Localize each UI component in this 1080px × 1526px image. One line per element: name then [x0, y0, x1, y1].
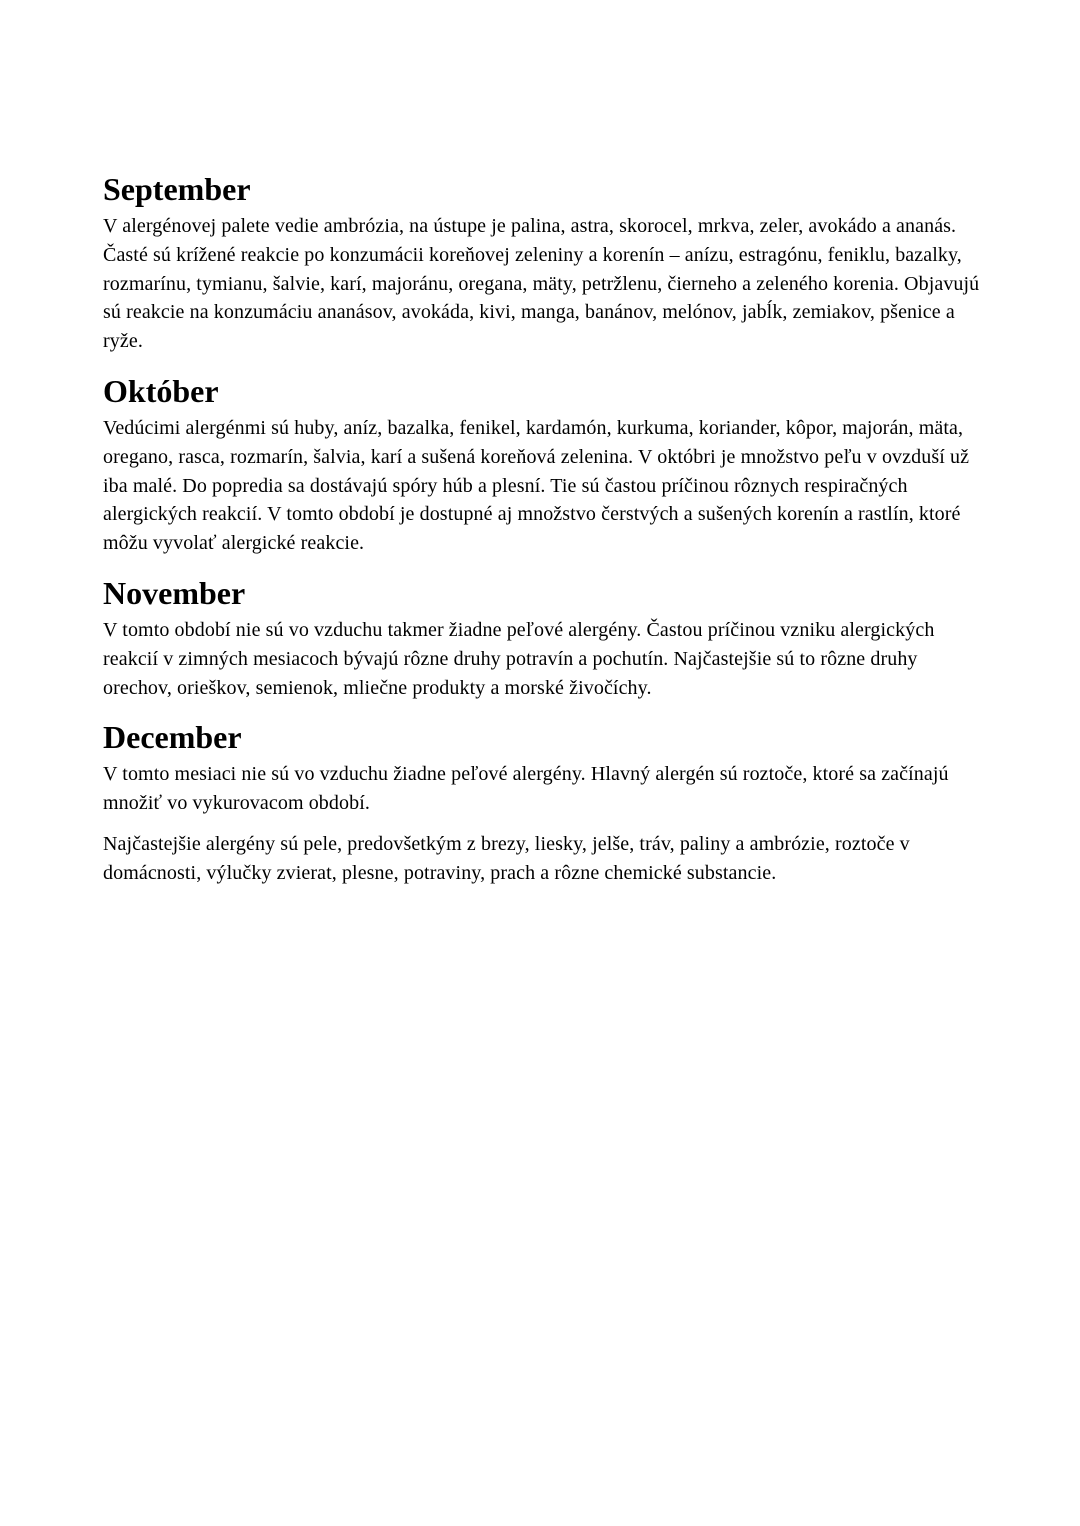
section-november — [103, 572, 983, 702]
section-paragraph: V tomto mesiaci nie sú vo vzduchu žiadne peľové alergény. Hlavný alergén sú roztoče, ktoré sa začínajú množiť vo vykurovacom období. — [103, 763, 949, 815]
section-september — [103, 168, 983, 356]
section-paragraph: Vedúcimi alergénmi sú huby, aníz, bazalka, fenikel, kardamón, kurkuma, koriander, kôpor, majorán, mäta, oregano, rasca, rozmarín, šalvia, karí a sušená koreňová zelenina. V októbri je množstvo peľu v ovzduší už iba malé. Do popredia sa dostávajú spóry húb a plesní. Tie sú častou príčinou rôznych respiračných alergických reakcií. V tomto období je dostupné aj množstvo čerstvých a sušených korenín a rastlín, ktoré môžu vyvolať alergické reakcie. — [103, 416, 970, 555]
section-paragraph: Najčastejšie alergény sú pele, predovšetkým z brezy, liesky, jelše, tráv, paliny a ambrózie, roztoče v domácnosti, výlučky zvierat, plesne, potraviny, prach a rôzne chemické substancie. — [103, 832, 910, 884]
section-december — [103, 716, 983, 887]
section-heading: November — [103, 574, 246, 611]
section-heading: Október — [103, 372, 219, 409]
section-heading: September — [103, 171, 251, 207]
section-paragraph: V tomto období nie sú vo vzduchu takmer žiadne peľové alergény. Častou príčinou vzniku alergických reakcií v zimných mesiacoch bývajú rôzne druhy potravín a pochutín. Najčastejšie sú to rôzne druhy orechov, orieškov, semienok, mliečne produkty a morské živočíchy. — [103, 618, 935, 699]
section-paragraph: V alergénovej palete vedie ambrózia, na ústupe je palina, astra, skorocel, mrkva, zeler, avokádo a ananás. Časté sú krížené reakcie po konzumácii koreňovej zeleniny a korenín – anízu, estragónu, feniklu, bazalky, rozmarínu, tymianu, šalvie, karí, majoránu, oregana, mäty, petržlenu, čierneho a zeleného korenia. Objavujú sú reakcie na konzumáciu ananásov, avokáda, kivi, manga, banánov, melónov, jabĺk, zemiakov, pšenice a ryže. — [103, 215, 980, 353]
section-oktober — [103, 370, 983, 558]
document-page — [103, 168, 983, 902]
section-heading: December — [103, 719, 242, 756]
